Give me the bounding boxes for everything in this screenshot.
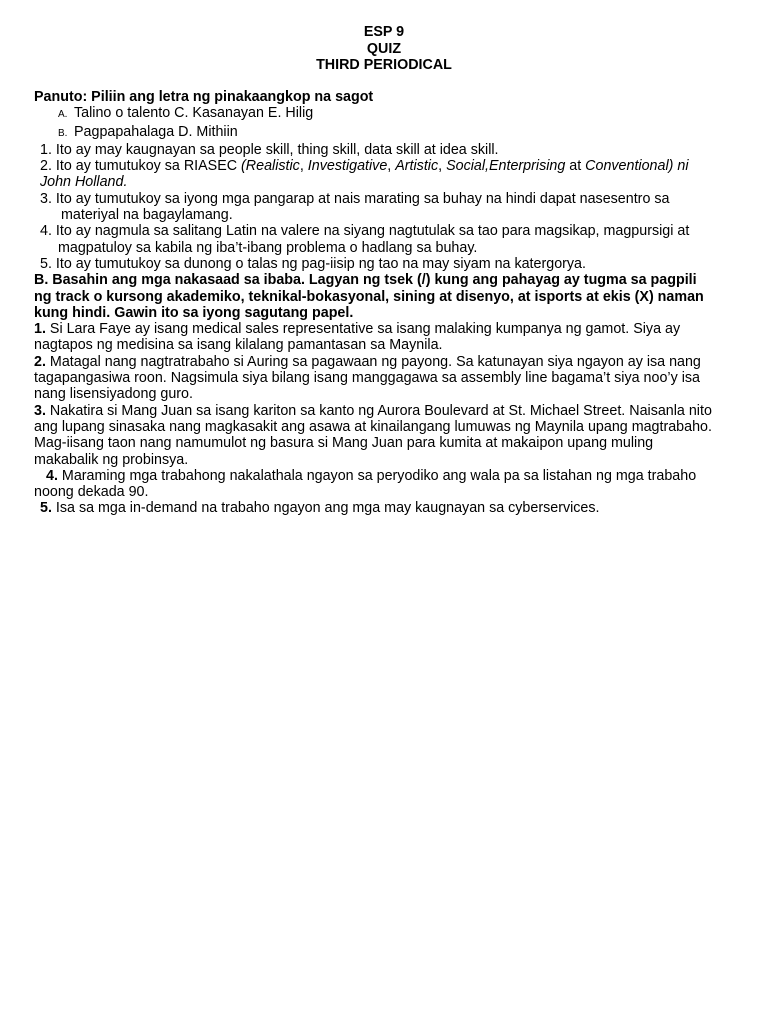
question-3-line-2: materiyal na bagaylamang.: [61, 207, 233, 224]
question-2-text: 2. Ito ay tumutukoy sa RIASEC: [40, 158, 242, 175]
choice-letter: A.: [58, 109, 68, 121]
statement-3-line-4: makabalik ng probinsya.: [34, 451, 189, 468]
statement-1: [34, 321, 726, 337]
quiz-title: QUIZ: [366, 40, 402, 57]
statement-3-line-3: Mag-iisang taon nang namumulot ng basura si Mang Juan para kumita at makaipon upang muling: [34, 435, 654, 452]
subject-title: ESP 9: [363, 24, 405, 40]
choice-row-b: [34, 124, 726, 142]
statement-1-line-2: nagtapos ng medisina sa isang kilalang pamantasan sa Maynila.: [34, 337, 443, 354]
statement-3-line-2: ang lupang sinasaka nang magkasakit ang asawa at kinailangang lumuwas ng Maynila upang magtrabaho.: [34, 418, 712, 435]
statement-number: 4.: [46, 467, 58, 484]
statement-number: 3.: [34, 402, 46, 419]
question-2-text: ,: [438, 158, 447, 175]
question-2-text: ,: [299, 158, 308, 175]
instructions-heading: Panuto: Piliin ang letra ng pinakaangkop na sagot: [34, 89, 374, 105]
document-header: [0, 24, 768, 74]
question-2-text: at: [565, 158, 586, 175]
statement-5: [34, 500, 726, 516]
question-4-line-2: magpatuloy sa kabila ng iba’t-ibang problema o hadlang sa buhay.: [58, 239, 478, 256]
question-2: [34, 158, 726, 174]
question-1: 1. Ito ay may kaugnayan sa people skill, thing skill, data skill at idea skill.: [40, 141, 499, 158]
part-b-instructions-line-3: kung hindi. Gawin ito sa iyong sagutang papel.: [34, 304, 354, 321]
document-body: [34, 89, 726, 517]
question-2-italic: Artistic: [395, 158, 439, 175]
choice-text: Talino o talento C. Kasanayan E. Hilig: [74, 105, 314, 122]
choice-row-a: [34, 105, 726, 123]
question-2-italic: Investigative: [307, 158, 388, 175]
choice-letter: B.: [58, 127, 68, 139]
question-2-text: ,: [387, 158, 396, 175]
question-2-italic: (Realistic: [241, 158, 300, 175]
statement-text: Nakatira si Mang Juan sa isang kariton sa kanto ng Aurora Boulevard at St. Michael Street. Naisanla nito: [45, 402, 712, 419]
statement-number: 2.: [34, 353, 46, 370]
statement-4-line-2: noong dekada 90.: [34, 484, 149, 501]
statement-number: 5.: [40, 500, 52, 517]
part-b-instructions-line-2: ng track o kursong akademiko, teknikal-bokasyonal, sining at disenyo, at isports at ekis (X) naman: [34, 288, 704, 305]
statement-2-line-3: nang lisensiyadong guro.: [34, 386, 193, 403]
statement-text: Si Lara Faye ay isang medical sales representative sa isang malaking kumpanya ng gamot. Siya ay: [45, 321, 681, 338]
statement-number: 1.: [34, 321, 46, 338]
question-3: 3. Ito ay tumutukoy sa iyong mga pangarap at nais marating sa buhay na hindi dapat nasesentro sa: [40, 190, 670, 207]
question-2-line-2: [34, 174, 726, 190]
statement-text: Maraming mga trabahong nakalathala ngayon sa peryodiko ang wala pa sa listahan ng mga trabaho: [57, 467, 697, 484]
statement-4: [34, 468, 726, 484]
question-2-italic: John Holland.: [40, 174, 128, 191]
question-4: 4. Ito ay nagmula sa salitang Latin na valere na siyang nagtutulak sa tao para magsikap, magpursigi at: [40, 223, 690, 240]
period-title: THIRD PERIODICAL: [316, 57, 452, 73]
question-5: 5. Ito ay tumutukoy sa dunong o talas ng pag-iisip ng tao na may siyam na katergorya.: [40, 255, 586, 272]
statement-2: [34, 354, 726, 370]
statement-text: Isa sa mga in-demand na trabaho ngayon ang mga may kaugnayan sa cyberservices.: [51, 500, 600, 517]
part-b-instructions: B. Basahin ang mga nakasaad sa ibaba. Lagyan ng tsek (/) kung ang pahayag ay tugma sa pagpili: [34, 272, 697, 289]
statement-2-line-2: tagapangasiwa roon. Nagsimula siya bilang isang manggagawa sa assembly line bagama’t siya noo’y isa: [34, 370, 700, 387]
statement-text: Matagal nang nagtratrabaho si Auring sa pagawaan ng payong. Sa katunayan siya ngayon ay isa nang: [45, 353, 701, 370]
statement-3: [34, 403, 726, 419]
question-2-italic: Conventional) ni: [585, 158, 689, 175]
question-2-italic: Social,Enterprising: [446, 158, 566, 175]
choice-text: Pagpapahalaga D. Mithiin: [74, 123, 238, 140]
